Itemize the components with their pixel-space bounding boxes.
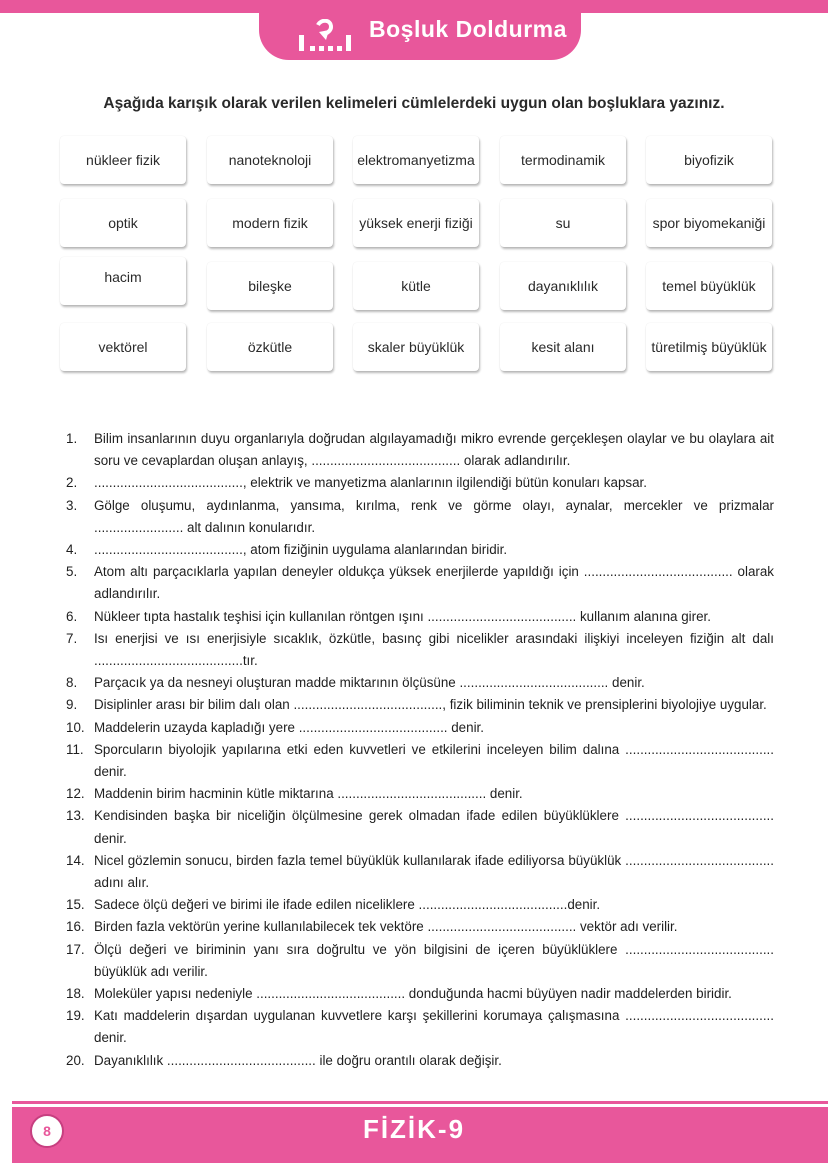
word-card: dayanıklılık	[500, 262, 626, 310]
question-item	[66, 805, 774, 849]
question-number: 8.	[66, 675, 78, 691]
question-item	[66, 694, 774, 716]
question-number: 19.	[66, 1008, 85, 1024]
word-card: optik	[60, 199, 186, 247]
question-number: 3.	[66, 497, 78, 513]
question-text: Kendisinden başka bir niceliğin ölçülmesine gerek olmadan ifade edilen büyüklüklere ........................................ denir.	[94, 808, 774, 846]
word-card: temel büyüklük	[646, 262, 772, 310]
question-text: Ölçü değeri ve biriminin yanı sıra doğrultu ve yön bilgisini de içeren büyüklüklere ........................................ büyüklük adı verilir.	[94, 941, 774, 979]
question-item	[66, 717, 774, 739]
question-number: 1.	[66, 431, 78, 446]
footer-divider	[12, 1101, 828, 1104]
question-item	[66, 1005, 774, 1049]
question-text: Nicel gözlemin sonucu, birden fazla temel büyüklük kullanılarak ifade ediliyorsa büyüklük ........................................ adını alır.	[94, 852, 774, 891]
question-text: Disiplinler arası bir bilim dalı olan ........................................, fizik biliminin teknik ve prensiplerini biyolojiye uygular.	[94, 697, 767, 713]
question-item	[66, 539, 774, 561]
question-item	[66, 783, 774, 805]
question-text: Bilim insanlarının duyu organlarıyla doğrudan algılayamadığı mikro evrende gerçekleşen olaylar ve bu olaylara ait soru ve cevaplardan oluşan anlayış, ........................................ olarak adlandırılır.	[94, 431, 774, 469]
section-header-tab	[259, 0, 581, 60]
word-card: türetilmiş büyüklük	[646, 323, 772, 371]
word-card: bileşke	[207, 262, 333, 310]
question-item	[66, 628, 774, 672]
question-text: Nükleer tıpta hastalık teşhisi için kullanılan röntgen ışını ........................................ kullanım alanına girer.	[94, 608, 711, 624]
question-number: 14.	[66, 852, 85, 868]
question-item	[66, 894, 774, 916]
word-card: spor biyomekaniği	[646, 199, 772, 247]
word-card: kütle	[353, 262, 479, 310]
question-item	[66, 428, 774, 472]
question-text: Dayanıklılık ........................................ ile doğru orantılı olarak değişir.	[94, 1052, 502, 1068]
question-number: 20.	[66, 1052, 85, 1068]
instruction-text: Aşağıda karışık olarak verilen kelimeleri cümlelerdeki uygun olan boşluklara yazınız.	[103, 95, 725, 112]
word-card: özkütle	[207, 323, 333, 371]
question-text: Moleküler yapısı nedeniyle ........................................ donduğunda hacmi büyüyen nadir maddelerden biridir.	[94, 986, 732, 1002]
question-text: Birden fazla vektörün yerine kullanılabilecek tek vektöre ........................................ vektör adı verilir.	[94, 919, 678, 935]
word-card: biyofizik	[646, 136, 772, 184]
word-card: kesit alanı	[500, 323, 626, 371]
word-card: hacim	[60, 257, 186, 305]
question-number: 17.	[66, 941, 85, 957]
word-card: nanoteknoloji	[207, 136, 333, 184]
question-number: 2.	[66, 475, 78, 491]
question-text: Maddenin birim hacminin kütle miktarına ........................................ denir.	[94, 786, 523, 802]
fill-blank-icon	[297, 19, 353, 51]
question-item	[66, 983, 774, 1005]
question-text: Isı enerjisi ve ısı enerjisiyle sıcaklık, özkütle, basınç gibi nicelikler arasındaki ilişkiyi inceleyen fiziğin alt dalı ........................................tır.	[94, 630, 774, 669]
word-card: termodinamik	[500, 136, 626, 184]
question-item	[66, 1050, 774, 1072]
question-item	[66, 606, 774, 628]
question-number: 11.	[66, 741, 84, 757]
question-item	[66, 739, 774, 783]
question-number: 9.	[66, 697, 78, 713]
section-title: Boşluk Doldurma	[369, 16, 567, 42]
question-text: Atom altı parçacıklarla yapılan deneyler oldukça yüksek enerjilerde yapıldığı için ........................................ olarak adlandırılır.	[94, 564, 774, 602]
question-text: Katı maddelerin dışardan uygulanan kuvvetlere karşı şekillerini korumaya çalışmasına ........................................ denir.	[94, 1008, 774, 1046]
question-number: 10.	[66, 719, 85, 735]
word-card: nükleer fizik	[60, 136, 186, 184]
word-card: su	[500, 199, 626, 247]
question-list	[66, 428, 774, 1072]
page-number: 8	[43, 1123, 51, 1139]
question-number: 7.	[66, 630, 78, 646]
subject-title: FİZİK-9	[362, 1114, 466, 1144]
question-text: Gölge oluşumu, aydınlanma, yansıma, kırılma, renk ve görme olayı, aynalar, mercekler ve prizmalar ........................ alt dalının konularıdır.	[94, 497, 774, 535]
question-item	[66, 561, 774, 605]
question-text: Maddelerin uzayda kapladığı yere ........................................ denir.	[94, 719, 484, 735]
question-item	[66, 672, 774, 694]
question-number: 13.	[66, 808, 85, 824]
question-number: 18.	[66, 986, 85, 1002]
question-text: Parçacık ya da nesneyi oluşturan madde miktarının ölçüsüne ........................................ denir.	[94, 675, 645, 691]
word-card: vektörel	[60, 323, 186, 371]
question-number: 5.	[66, 564, 78, 580]
question-text: ........................................, elektrik ve manyetizma alanlarının ilgilendiği bütün konuları kapsar.	[94, 475, 647, 491]
question-number: 12.	[66, 786, 85, 802]
question-item	[66, 850, 774, 894]
question-item	[66, 939, 774, 983]
question-item	[66, 495, 774, 539]
question-text: Sadece ölçü değeri ve birimi ile ifade edilen niceliklere ........................................denir.	[94, 897, 601, 913]
question-item	[66, 472, 774, 494]
question-number: 4.	[66, 542, 78, 558]
word-card: skaler büyüklük	[353, 323, 479, 371]
question-number: 6.	[66, 608, 78, 624]
word-card: elektromanyetizma	[353, 136, 479, 184]
word-card: modern fizik	[207, 199, 333, 247]
question-text: Sporcuların biyolojik yapılarına etki eden kuvvetleri ve etkilerini inceleyen bilim dalına ........................................ denir.	[94, 741, 774, 780]
word-bank	[60, 136, 776, 376]
word-card: yüksek enerji fiziği	[353, 199, 479, 247]
question-number: 16.	[66, 919, 85, 935]
question-number: 15.	[66, 897, 85, 913]
question-item	[66, 916, 774, 938]
question-text: ........................................, atom fiziğinin uygulama alanlarından biridir.	[94, 542, 508, 558]
